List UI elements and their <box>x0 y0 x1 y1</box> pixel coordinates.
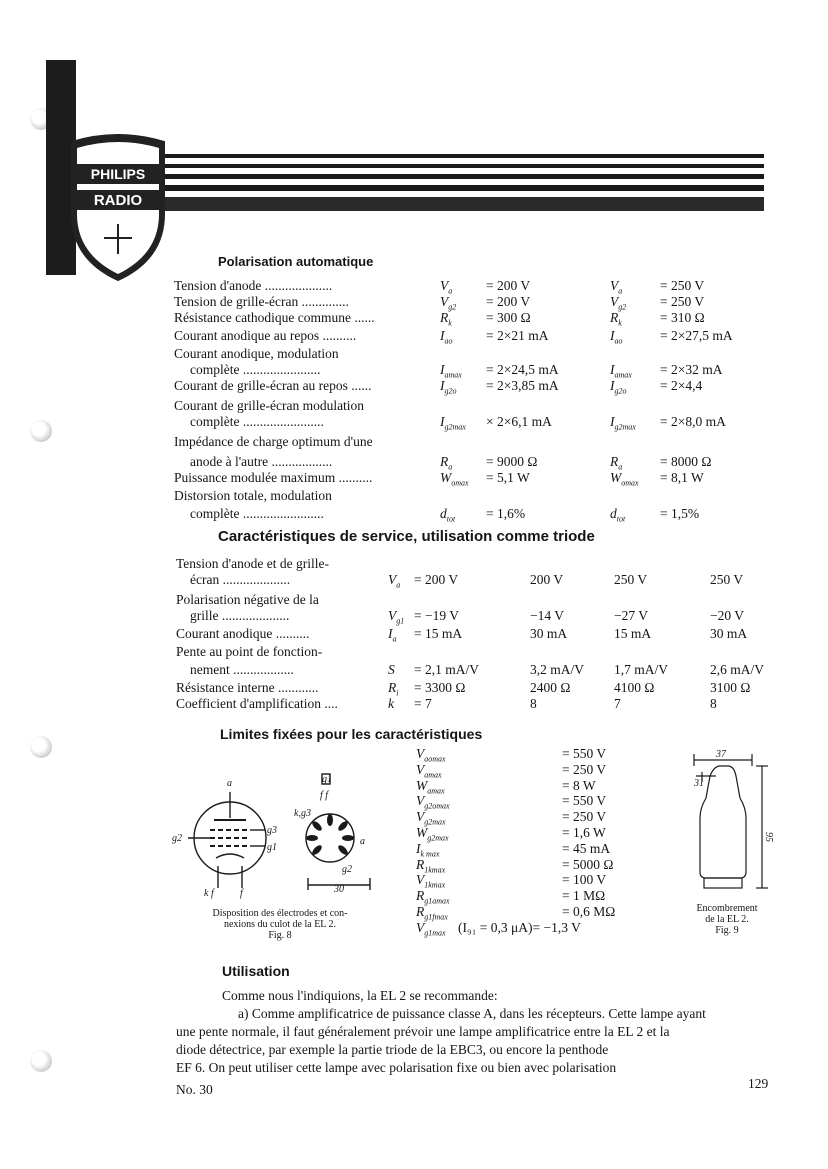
fig8-label-kg3: k,g3 <box>294 808 311 819</box>
fig8-electrode-diagram <box>170 770 380 900</box>
fig8-label-kf: k f <box>204 888 214 899</box>
polarisation-row-label: Résistance cathodique commune ...... <box>174 310 375 325</box>
polarisation-row-label: Courant de grille-écran modulation <box>174 398 365 413</box>
triode-row-label: Courant anodique .......... <box>176 626 310 641</box>
triode-row-label: Pente au point de fonction- <box>176 644 323 659</box>
limit-symbol-letter: V <box>416 793 425 809</box>
polarisation-value-250v: = 250 V <box>660 294 705 309</box>
polarisation-symbol <box>440 414 466 432</box>
triode-value-col1: = −19 V <box>414 608 459 623</box>
polarisation-symbol <box>440 328 453 346</box>
limit-value: = 0,6 MΩ <box>562 904 616 919</box>
triode-value-col4: 2,6 mA/V <box>710 662 764 677</box>
punch-hole <box>30 736 52 758</box>
limit-value: = 100 V <box>562 872 607 888</box>
polarisation-row-label: Impédance de charge optimum d'une <box>174 434 373 449</box>
polarisation-value-250v: = 1,5% <box>660 506 700 521</box>
triode-value-col3: 15 mA <box>614 626 652 641</box>
polarisation-symbol-2-subscript: g2o <box>614 386 627 396</box>
polarisation-symbol-2-letter: R <box>610 454 619 469</box>
triode-value-col4: 250 V <box>710 572 744 587</box>
limit-symbol-letter: V <box>416 746 425 761</box>
polarisation-symbol <box>440 506 455 524</box>
polarisation-value-250v: = 250 V <box>660 278 705 293</box>
polarisation-symbol-2 <box>610 378 627 396</box>
polarisation-symbol-2-letter: d <box>610 506 617 521</box>
limit-symbol-letter: R <box>416 904 425 919</box>
limit-symbol-subscript: 1kmax <box>424 865 446 875</box>
polarisation-value-200v: = 2×21 mA <box>486 328 549 343</box>
limit-value: = 45 mA <box>562 840 611 856</box>
polarisation-symbol-2-subscript: k <box>618 318 622 328</box>
polarisation-symbol-subscript: g2max <box>444 422 466 432</box>
polarisation-symbol-2-subscript: omax <box>621 478 639 488</box>
polarisation-value-200v: = 5,1 W <box>486 470 530 485</box>
limit-value: = 5000 Ω <box>562 856 614 872</box>
limit-symbol-subscript: 1kmax <box>424 881 446 891</box>
triode-row-label: Polarisation négative de la <box>176 592 319 607</box>
triode-symbol-subscript: a <box>396 580 401 590</box>
polarisation-value-200v: = 9000 Ω <box>486 454 538 469</box>
triode-row-label: Coefficient d'amplification .... <box>176 696 338 711</box>
polarisation-symbol-letter: R <box>440 454 449 469</box>
polarisation-row-label: Courant anodique, modulation <box>174 346 339 361</box>
polarisation-symbol-2-letter: V <box>610 278 619 293</box>
punch-hole <box>30 1050 52 1072</box>
polarisation-row-label: complète ........................ <box>190 414 324 429</box>
polarisation-row-label: Courant anodique au repos .......... <box>174 328 357 343</box>
triode-symbol-letter: S <box>388 662 395 677</box>
limit-symbol <box>416 920 446 938</box>
triode-row-label: écran .................... <box>190 572 291 587</box>
polarisation-symbol-2-subscript: g2max <box>614 422 636 432</box>
limit-symbol-letter: V <box>416 809 425 825</box>
limit-symbol-letter: W <box>416 777 428 793</box>
polarisation-symbol-subscript: g2o <box>444 386 457 396</box>
polarisation-value-250v: = 2×32 mA <box>660 362 723 377</box>
polarisation-symbol-subscript: ao <box>444 336 453 346</box>
triode-value-col1: = 7 <box>414 696 432 711</box>
polarisation-symbol-2 <box>610 414 636 432</box>
polarisation-symbol-subscript: k <box>448 318 452 328</box>
triode-value-col4: −20 V <box>710 608 744 623</box>
limit-symbol-subscript: g1amax <box>424 896 450 906</box>
polarisation-value-200v: = 300 Ω <box>486 310 531 325</box>
polarisation-symbol-letter: I <box>440 378 445 393</box>
polarisation-value-250v: = 8000 Ω <box>660 454 712 469</box>
polarisation-value-200v: = 2×24,5 mA <box>486 362 559 377</box>
fig8-label-g1top: g1 <box>322 774 332 785</box>
limit-value: (I₉₁ = 0,3 μA)= −1,3 V <box>458 919 581 935</box>
triode-symbol-subscript: i <box>396 688 399 698</box>
fig8-caption-line2: nexions du culot de la EL 2. <box>223 919 337 930</box>
polarisation-symbol-subscript: a <box>448 286 453 296</box>
polarisation-symbol-2 <box>610 470 639 488</box>
limit-symbol-subscript: amax <box>424 770 442 780</box>
polarisation-symbol <box>440 310 452 328</box>
fig8-label-f: f <box>240 888 243 899</box>
polarisation-symbol <box>440 378 457 396</box>
polarisation-symbol-2-subscript: g2 <box>618 302 627 312</box>
fig8-label-g3: g3 <box>267 825 277 836</box>
polarisation-symbol-letter: I <box>440 414 445 429</box>
limit-symbol-letter: V <box>416 761 425 777</box>
utilisation-paragraph-2: a) Comme amplificatrice de puissance classe A, dans les récepteurs. Cette lampe ayant <box>238 1006 706 1021</box>
fig9-label-neck: 31 <box>694 778 704 789</box>
limit-symbol-letter: W <box>416 825 428 840</box>
limit-value: = 1,6 W <box>562 825 606 840</box>
polarisation-symbol-2 <box>610 506 625 524</box>
header-stripes <box>160 152 764 212</box>
triode-row-label: nement .................. <box>190 662 294 677</box>
utilisation-paragraph-1: Comme nous l'indiquions, la EL 2 se recommande: <box>222 988 498 1003</box>
limit-symbol-subscript: g1max <box>424 928 446 938</box>
limit-symbol-letter: R <box>416 888 425 904</box>
limit-symbol-subscript: g2omax <box>424 802 450 812</box>
triode-value-col3: 250 V <box>614 572 648 587</box>
polarisation-symbol-2-subscript: a <box>618 462 623 472</box>
triode-value-col3: −27 V <box>614 608 648 623</box>
fig9-label-height: 95 <box>763 832 774 842</box>
triode-symbol <box>388 696 394 714</box>
polarisation-symbol-letter: I <box>440 362 445 377</box>
polarisation-row-label: Tension de grille-écran .............. <box>174 294 349 309</box>
polarisation-symbol-letter: V <box>440 294 449 309</box>
polarisation-symbol-letter: I <box>440 328 445 343</box>
fig8-label-g2b: g2 <box>342 864 352 875</box>
triode-row-label: grille .................... <box>190 608 290 623</box>
triode-value-col4: 3100 Ω <box>710 680 751 695</box>
limit-value: = 550 V <box>562 793 607 809</box>
section-title-limites: Limites fixées pour les caractéristiques <box>220 726 483 742</box>
polarisation-symbol-2-subscript: amax <box>614 370 632 380</box>
limit-value: = 1 MΩ <box>562 888 606 904</box>
fig8-label-g2: g2 <box>172 833 182 844</box>
brand-line1: PHILIPS <box>90 166 146 182</box>
polarisation-symbol-letter: R <box>440 310 449 325</box>
limit-symbol-subscript: aomax <box>424 754 446 764</box>
polarisation-symbol-letter: W <box>440 470 452 485</box>
triode-symbol-letter: V <box>388 608 397 623</box>
limit-value: = 250 V <box>562 761 607 777</box>
triode-symbol-subscript: a <box>392 634 397 644</box>
polarisation-row-label: Tension d'anode .................... <box>174 278 333 293</box>
triode-symbol-letter: I <box>388 626 393 641</box>
utilisation-paragraph-5: EF 6. On peut utiliser cette lampe avec polarisation fixe ou bien avec polarisation <box>176 1060 617 1075</box>
polarisation-symbol-subscript: a <box>448 462 453 472</box>
punch-hole <box>30 420 52 442</box>
triode-symbol-letter: k <box>388 696 394 711</box>
polarisation-symbol-2-letter: W <box>610 470 622 485</box>
footer-page-number: 129 <box>748 1076 769 1091</box>
philips-radio-shield-logo <box>68 134 168 284</box>
triode-symbol <box>388 626 397 644</box>
triode-value-col1: = 3300 Ω <box>414 680 466 695</box>
triode-symbol-letter: R <box>388 680 397 695</box>
brand-line2: RADIO <box>93 192 143 209</box>
polarisation-symbol-subscript: omax <box>451 478 469 488</box>
polarisation-symbol-2-letter: V <box>610 294 619 309</box>
triode-value-col2: 2400 Ω <box>530 680 571 695</box>
triode-value-col3: 7 <box>614 696 621 711</box>
polarisation-symbol-2 <box>610 310 622 328</box>
triode-symbol <box>388 608 404 626</box>
triode-value-col4: 8 <box>710 696 717 711</box>
fig8-label-dim: 30 <box>334 884 344 895</box>
triode-value-col2: −14 V <box>530 608 564 623</box>
limit-symbol-letter: R <box>416 856 425 872</box>
polarisation-value-250v: = 2×8,0 mA <box>660 414 726 429</box>
polarisation-symbol <box>440 470 469 488</box>
limit-value: = 250 V <box>562 809 607 825</box>
polarisation-row-label: complète ........................ <box>190 506 324 521</box>
fig9-label-width: 37 <box>716 749 726 760</box>
triode-symbol-letter: V <box>388 572 397 587</box>
polarisation-symbol-2-letter: I <box>610 378 615 393</box>
polarisation-value-200v: = 2×3,85 mA <box>486 378 559 393</box>
polarisation-symbol-2-subscript: tot <box>616 514 626 524</box>
polarisation-value-200v: × 2×6,1 mA <box>486 414 552 429</box>
polarisation-row-label: complète ....................... <box>190 362 321 377</box>
fig8-caption-line1: Disposition des électrodes et con- <box>212 908 348 919</box>
polarisation-symbol-letter: V <box>440 278 449 293</box>
triode-value-col3: 4100 Ω <box>614 680 655 695</box>
fig8-label-g1: g1 <box>267 842 277 853</box>
fig9-caption-line3: Fig. 9 <box>715 925 739 936</box>
limit-symbol-letter: I <box>416 840 421 856</box>
section-title-polarisation: Polarisation automatique <box>218 254 374 269</box>
limit-value: = 8 W <box>562 777 596 793</box>
limit-symbol-subscript: amax <box>427 786 445 796</box>
polarisation-symbol-2 <box>610 328 623 346</box>
polarisation-symbol-subscript: tot <box>446 514 456 524</box>
polarisation-value-200v: = 200 V <box>486 294 531 309</box>
triode-value-col4: 30 mA <box>710 626 748 641</box>
fig9-caption-line2: de la EL 2. <box>705 914 749 925</box>
triode-row-label: Résistance interne ............ <box>176 680 319 695</box>
footer-issue-number: No. 30 <box>176 1082 213 1097</box>
triode-value-col1: = 2,1 mA/V <box>414 662 479 677</box>
triode-value-col1: = 15 mA <box>414 626 463 641</box>
limit-symbol-subscript: g2max <box>427 833 449 843</box>
polarisation-value-200v: = 1,6% <box>486 506 526 521</box>
polarisation-symbol-letter: d <box>440 506 447 521</box>
limit-symbol-letter: V <box>416 872 425 888</box>
fig8-label-ff: f f <box>320 790 329 801</box>
triode-value-col2: 8 <box>530 696 537 711</box>
polarisation-symbol-2-subscript: a <box>618 286 623 296</box>
section-title-utilisation: Utilisation <box>222 963 290 979</box>
polarisation-value-250v: = 2×27,5 mA <box>660 328 733 343</box>
fig8-label-a: a <box>227 778 232 789</box>
limit-symbol-letter: V <box>416 919 425 935</box>
triode-symbol-subscript: g1 <box>396 616 405 626</box>
triode-row-label: Tension d'anode et de grille- <box>176 556 329 571</box>
fig8-caption-line3: Fig. 8 <box>268 930 292 941</box>
polarisation-value-250v: = 2×4,4 <box>660 378 703 393</box>
polarisation-symbol-2-letter: R <box>610 310 619 325</box>
section-title-caracteristiques: Caractéristiques de service, utilisation comme triode <box>218 528 595 545</box>
polarisation-symbol-2-letter: I <box>610 362 615 377</box>
polarisation-row-label: Puissance modulée maximum .......... <box>174 470 373 485</box>
polarisation-symbol-2-subscript: ao <box>614 336 623 346</box>
triode-value-col2: 3,2 mA/V <box>530 662 584 677</box>
fig9-tube-dimensions <box>686 748 776 898</box>
fig9-caption-line1: Encombrement <box>696 903 758 914</box>
polarisation-symbol-subscript: amax <box>444 370 462 380</box>
triode-symbol <box>388 572 400 590</box>
polarisation-symbol-subscript: g2 <box>448 302 457 312</box>
polarisation-symbol-2-letter: I <box>610 414 615 429</box>
limit-symbol-subscript: k max <box>420 849 440 859</box>
limit-symbol-subscript: g2max <box>424 817 446 827</box>
utilisation-paragraph-3: une pente normale, il faut généralement prévoir une lampe amplificatrice entre la EL 2 et la <box>176 1024 670 1039</box>
triode-value-col1: = 200 V <box>414 572 459 587</box>
utilisation-paragraph-4: diode détectrice, par exemple la partie triode de la EBC3, ou encore la penthode <box>176 1042 609 1057</box>
limit-symbol-subscript: g1fmax <box>424 912 448 922</box>
triode-symbol <box>388 662 395 680</box>
limit-value: = 550 V <box>562 746 607 761</box>
polarisation-row-label: Courant de grille-écran au repos ...... <box>174 378 372 393</box>
polarisation-symbol-2-letter: I <box>610 328 615 343</box>
polarisation-value-200v: = 200 V <box>486 278 531 293</box>
triode-value-col3: 1,7 mA/V <box>614 662 668 677</box>
polarisation-row-label: Distorsion totale, modulation <box>174 488 332 503</box>
triode-value-col2: 30 mA <box>530 626 568 641</box>
polarisation-row-label: anode à l'autre .................. <box>190 454 333 469</box>
fig8-label-a2: a <box>360 836 365 847</box>
polarisation-value-250v: = 8,1 W <box>660 470 704 485</box>
polarisation-value-250v: = 310 Ω <box>660 310 705 325</box>
triode-value-col2: 200 V <box>530 572 564 587</box>
